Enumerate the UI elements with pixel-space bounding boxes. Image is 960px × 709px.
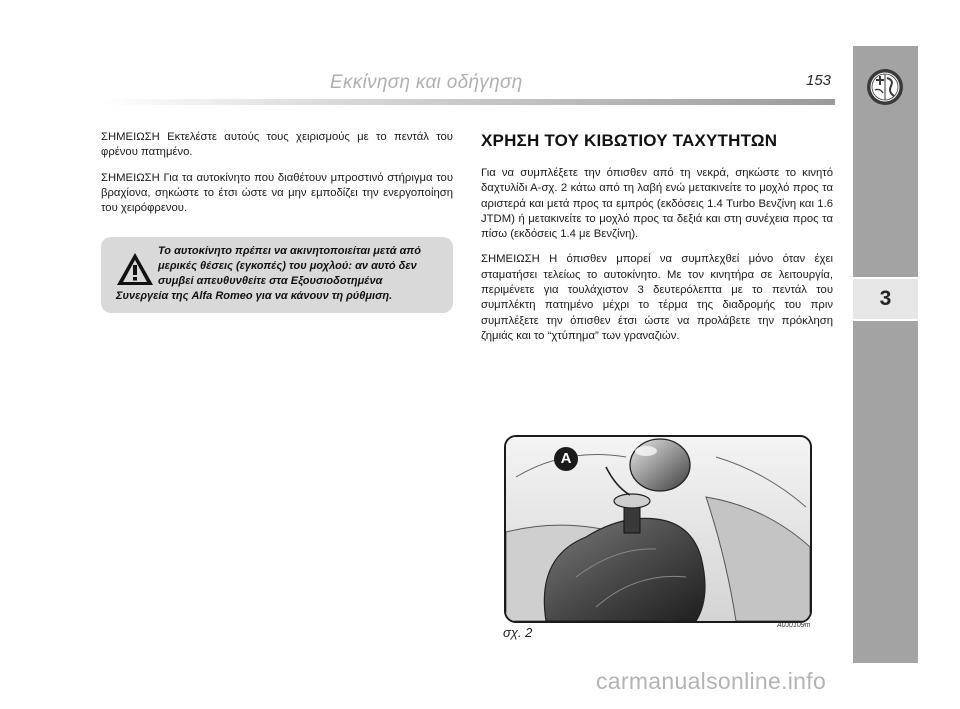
gear-lever-illustration: [506, 437, 810, 621]
figure-caption: σχ. 2: [503, 625, 533, 640]
body-paragraph: Για να συμπλέξετε την όπισθεν από τη νεκρά, σηκώστε το κινητό δαχτυλίδι Α-σχ. 2 κάτω από τη λαβή ενώ μετακινείτε το μοχλό προς τα αριστερά και μετά προς τα εμπρός (εκδόσεις 1.4 Turbo Βενζίνη και 1.6 JTDM) ή μετακινείτε το μοχλό προς τα δεξιά και στη συνέχεια προς τα πίσω (εκδόσεις 1.4 με Βενζίνη).: [481, 167, 833, 241]
watermark-text[interactable]: carmanualsonline.info: [596, 668, 827, 694]
left-column: [101, 130, 453, 226]
warning-line: Συνεργεία της Alfa Romeo για να κάνουν τη ρύθμιση.: [116, 290, 393, 302]
section-heading: ΧΡΗΣΗ ΤΟΥ ΚΙΒΩΤΙΟΥ ΤΑΧΥΤΗΤΩΝ: [481, 131, 778, 150]
page-number: 153: [806, 72, 832, 89]
gear-lever-figure: [504, 435, 812, 623]
page-header-title: Εκκίνηση και οδήγηση: [330, 72, 523, 93]
note-paragraph: ΣΗΜΕΙΩΣΗ Εκτελέστε αυτούς τους χειρισμούς με το πεντάλ του φρένου πατημένο.: [101, 131, 453, 159]
warning-box: [101, 237, 453, 313]
chapter-sidebar: [853, 46, 918, 663]
figure-code: A0J0109m: [777, 622, 811, 629]
alfa-romeo-logo-icon: [866, 68, 904, 106]
figure-callout-label: A: [560, 450, 572, 467]
warning-line: μερικές θέσεις (εγκοπές) του μοχλού: αν αυτό δεν: [158, 260, 417, 272]
warning-line: Το αυτοκίνητο πρέπει να ακινητοποιείται μετά από: [158, 245, 421, 257]
note-paragraph: ΣΗΜΕΙΩΣΗ Για τα αυτοκίνητο που διαθέτουν μπροστινό στήριγμα του βραχίονα, σηκώστε το έτσι ώστε να μην εμποδίζει την ενεργοποίηση του χειρόφρενου.: [101, 171, 453, 215]
note-paragraph: ΣΗΜΕΙΩΣΗ Η όπισθεν μπορεί να συμπλεχθεί μόνο όταν έχει σταματήσει τελείως το αυτοκίνητο. Με τον κινητήρα σε λειτουργία, περιμένετε για τουλάχιστον 3 δευτερόλεπτα με το πεντάλ του συμπλέκτη πατημένο μέχρι το τέρμα της διαδρομής του πριν συμπλέξετε την όπισθεν έτσι ώστε να προλάβετε την πρόκληση ζημιάς και το “χτύπημα” των γραναζιών.: [481, 253, 833, 342]
header-divider: [100, 99, 835, 105]
warning-line: συμβεί απευθυνθείτε στα Εξουσιοδοτημένα: [158, 275, 383, 287]
chapter-tab: 3: [853, 277, 918, 321]
right-column: [481, 166, 833, 354]
warning-text: [116, 244, 446, 304]
